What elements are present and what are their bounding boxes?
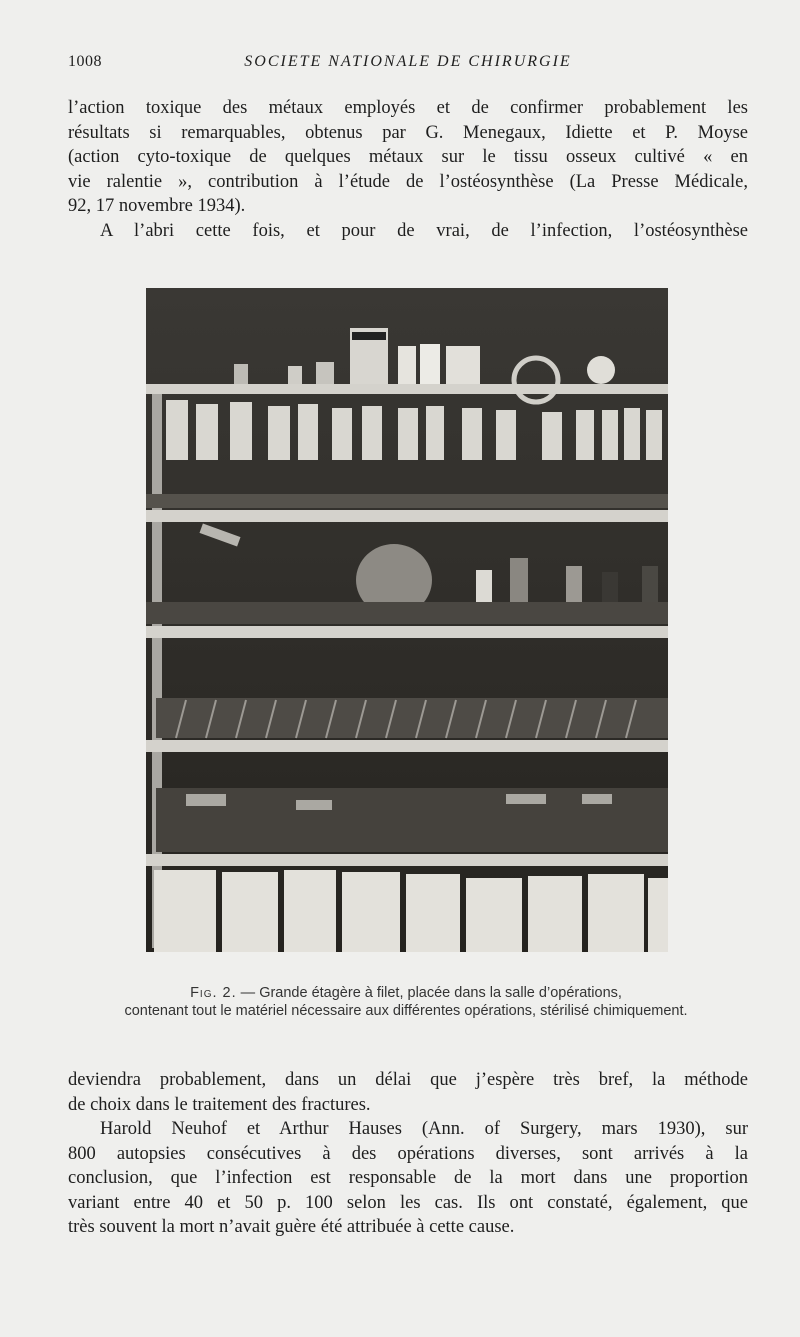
text-line: résultats si remarquables, obtenus par G. Menegaux, Idiette et P. Moyse xyxy=(68,122,748,143)
bottom-paragraph xyxy=(68,1068,748,1240)
text-line: deviendra probablement, dans un délai que j’espère très bref, la méthode xyxy=(68,1070,748,1090)
text-line: Harold Neuhof et Arthur Hauses (Ann. of Surgery, mars 1930), sur xyxy=(100,1119,748,1139)
page-number: 1008 xyxy=(68,53,102,70)
shelf-photo-illustration xyxy=(146,288,668,952)
running-title: SOCIETE NATIONALE DE CHIRURGIE xyxy=(244,53,572,70)
figure-caption xyxy=(60,984,752,1020)
text-line: (action cyto-toxique de quelques métaux sur le tissu osseux cultivé « en xyxy=(68,147,748,167)
text-line: A l’abri cette fois, et pour de vrai, de l’infection, l’ostéosynthèse xyxy=(100,220,748,241)
page-header xyxy=(68,53,748,75)
text-line: 800 autopsies consécutives à des opérations diverses, sont arrivés à la xyxy=(68,1143,748,1164)
top-paragraph xyxy=(68,96,748,243)
figure-label: Fig. 2. xyxy=(190,985,237,1001)
text-line: très souvent la mort n’avait guère été attribuée à cette cause. xyxy=(68,1217,515,1237)
caption-text: — Grande étagère à filet, placée dans la salle d’opérations, xyxy=(236,985,622,1001)
text-line: conclusion, que l’infection est responsable de la mort dans une proportion xyxy=(68,1168,748,1188)
text-line: vie ralentie », contribution à l’étude de l’ostéosynthèse (La Presse Médicale, xyxy=(68,171,748,192)
text-line: l’action toxique des métaux employés et de confirmer probablement les xyxy=(68,98,748,118)
shelf-photograph xyxy=(146,288,668,952)
text-line: de choix dans le traitement des fractures. xyxy=(68,1094,371,1115)
text-line: variant entre 40 et 50 p. 100 selon les cas. Ils ont constaté, également, que xyxy=(68,1192,748,1213)
text-line: 92, 17 novembre 1934). xyxy=(68,196,246,216)
caption-line-2: contenant tout le matériel nécessaire aux différentes opérations, stérilisé chimiquement. xyxy=(124,1003,688,1019)
